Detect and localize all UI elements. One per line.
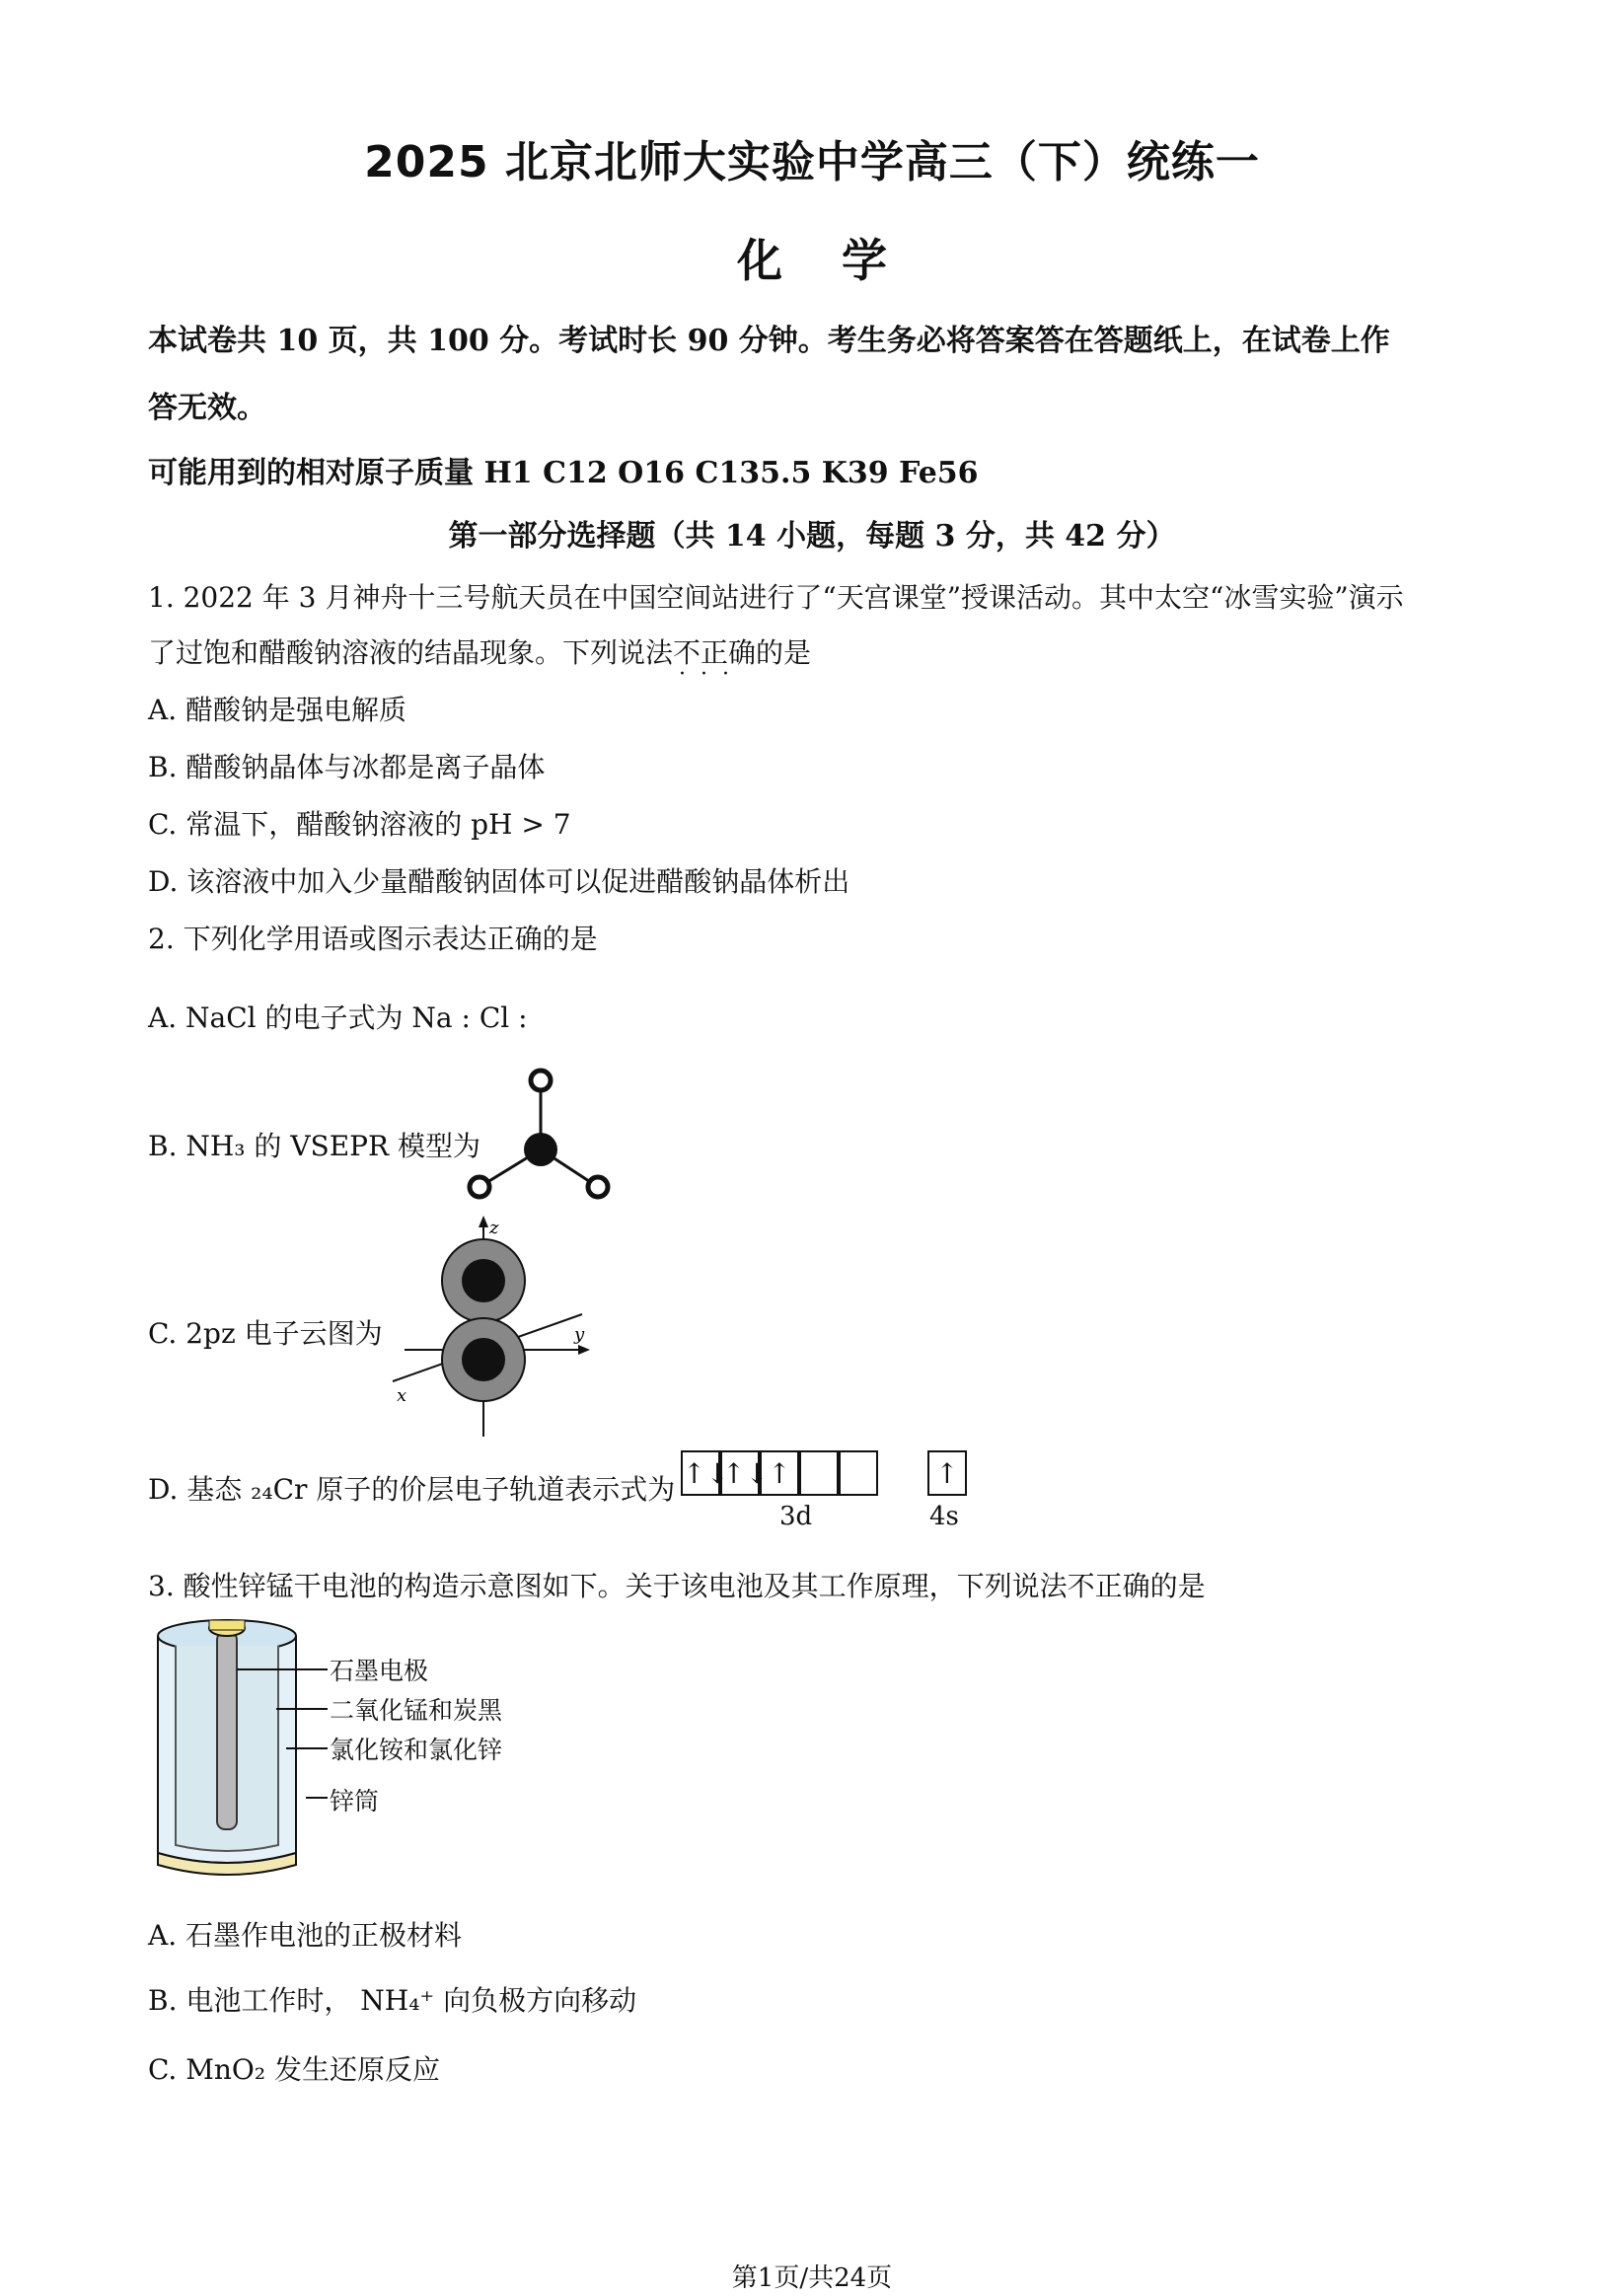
intro-line-2: 答无效。 <box>148 391 266 425</box>
q2-option-d: D. 基态 ₂₄Cr 原子的价层电子轨道表示式为 <box>148 1473 676 1506</box>
q2-option-c: C. 2pz 电子云图为 <box>148 1317 383 1350</box>
q1-stem-line2 <box>148 631 811 671</box>
q1-option-c: C. 常温下，醋酸钠溶液的 pH > 7 <box>148 808 571 841</box>
section-heading: 第一部分选择题（共 14 小题，每题 3 分，共 42 分） <box>448 519 1176 554</box>
orbital-3d-3: ↑ <box>760 1450 799 1496</box>
nh3-vsepr-model <box>454 1061 622 1209</box>
battery-label-nh4cl-zncl2: 氯化铵和氯化锌 <box>330 1736 503 1764</box>
atomic-masses: 可能用到的相对原子质量 H1 C12 O16 C135.5 K39 Fe56 <box>148 456 979 490</box>
q1-option-b: B. 醋酸钠晶体与冰都是离子晶体 <box>148 751 546 783</box>
q3-option-b: B. 电池工作时， NH₄⁺ 向负极方向移动 <box>148 1984 637 2017</box>
q2-stem: 2. 下列化学用语或图示表达正确的是 <box>148 923 598 955</box>
intro-line-1: 本试卷共 10 页，共 100 分。考试时长 90 分钟。考生务必将答案答在答题纸上，在试卷上作 <box>148 324 1390 358</box>
label-4s: 4s <box>929 1502 959 1531</box>
q1-stem-text: 了过饱和醋酸钠溶液的结晶现象。下列说法 <box>148 636 674 669</box>
page-footer: 第1页/共24页 <box>731 2263 893 2293</box>
q3-option-c: C. MnO₂ 发生还原反应 <box>148 2053 441 2086</box>
subject-title: 化学 <box>737 234 946 287</box>
q3-option-a: A. 石墨作电池的正极材料 <box>148 1919 463 1952</box>
q1-stem-end: 的是 <box>756 636 812 669</box>
q1-emphasis: 不正确 · · · <box>673 636 756 669</box>
battery-label-zinc-can: 锌筒 <box>330 1787 380 1815</box>
q1-option-d: D. 该溶液中加入少量醋酸钠固体可以促进醋酸钠晶体析出 <box>148 865 850 898</box>
orbital-3d-2: ↑↓ <box>720 1450 760 1496</box>
battery-label-mno2: 二氧化锰和炭黑 <box>330 1696 503 1725</box>
orbital-3d-5 <box>839 1450 878 1496</box>
orbital-3d-4 <box>799 1450 839 1496</box>
axis-x-label: x <box>397 1385 407 1406</box>
orbital-4s: ↑ <box>927 1450 967 1496</box>
axis-z-label: z <box>489 1218 499 1238</box>
q3-stem: 3. 酸性锌锰干电池的构造示意图如下。关于该电池及其工作原理，下列说法不正确的是 <box>148 1570 1206 1602</box>
axis-y-label: y <box>574 1324 585 1345</box>
battery-label-graphite: 石墨电极 <box>330 1657 429 1685</box>
q2-option-b: B. NH₃ 的 VSEPR 模型为 <box>148 1130 480 1162</box>
q2-option-a: A. NaCl 的电子式为 Na : Cl : <box>148 1001 528 1034</box>
q1-option-a: A. 醋酸钠是强电解质 <box>148 694 407 726</box>
page-title: 2025 北京北师大实验中学高三（下）统练一 <box>364 137 1260 187</box>
label-3d: 3d <box>779 1502 813 1531</box>
q1-stem-line1: 1. 2022 年 3 月神舟十三号航天员在中国空间站进行了“天宫课堂”授课活动。其中太空“冰雪实验”演示 <box>148 581 1404 614</box>
2pz-electron-cloud <box>385 1212 612 1439</box>
orbital-3d-1: ↑↓ <box>681 1450 720 1496</box>
